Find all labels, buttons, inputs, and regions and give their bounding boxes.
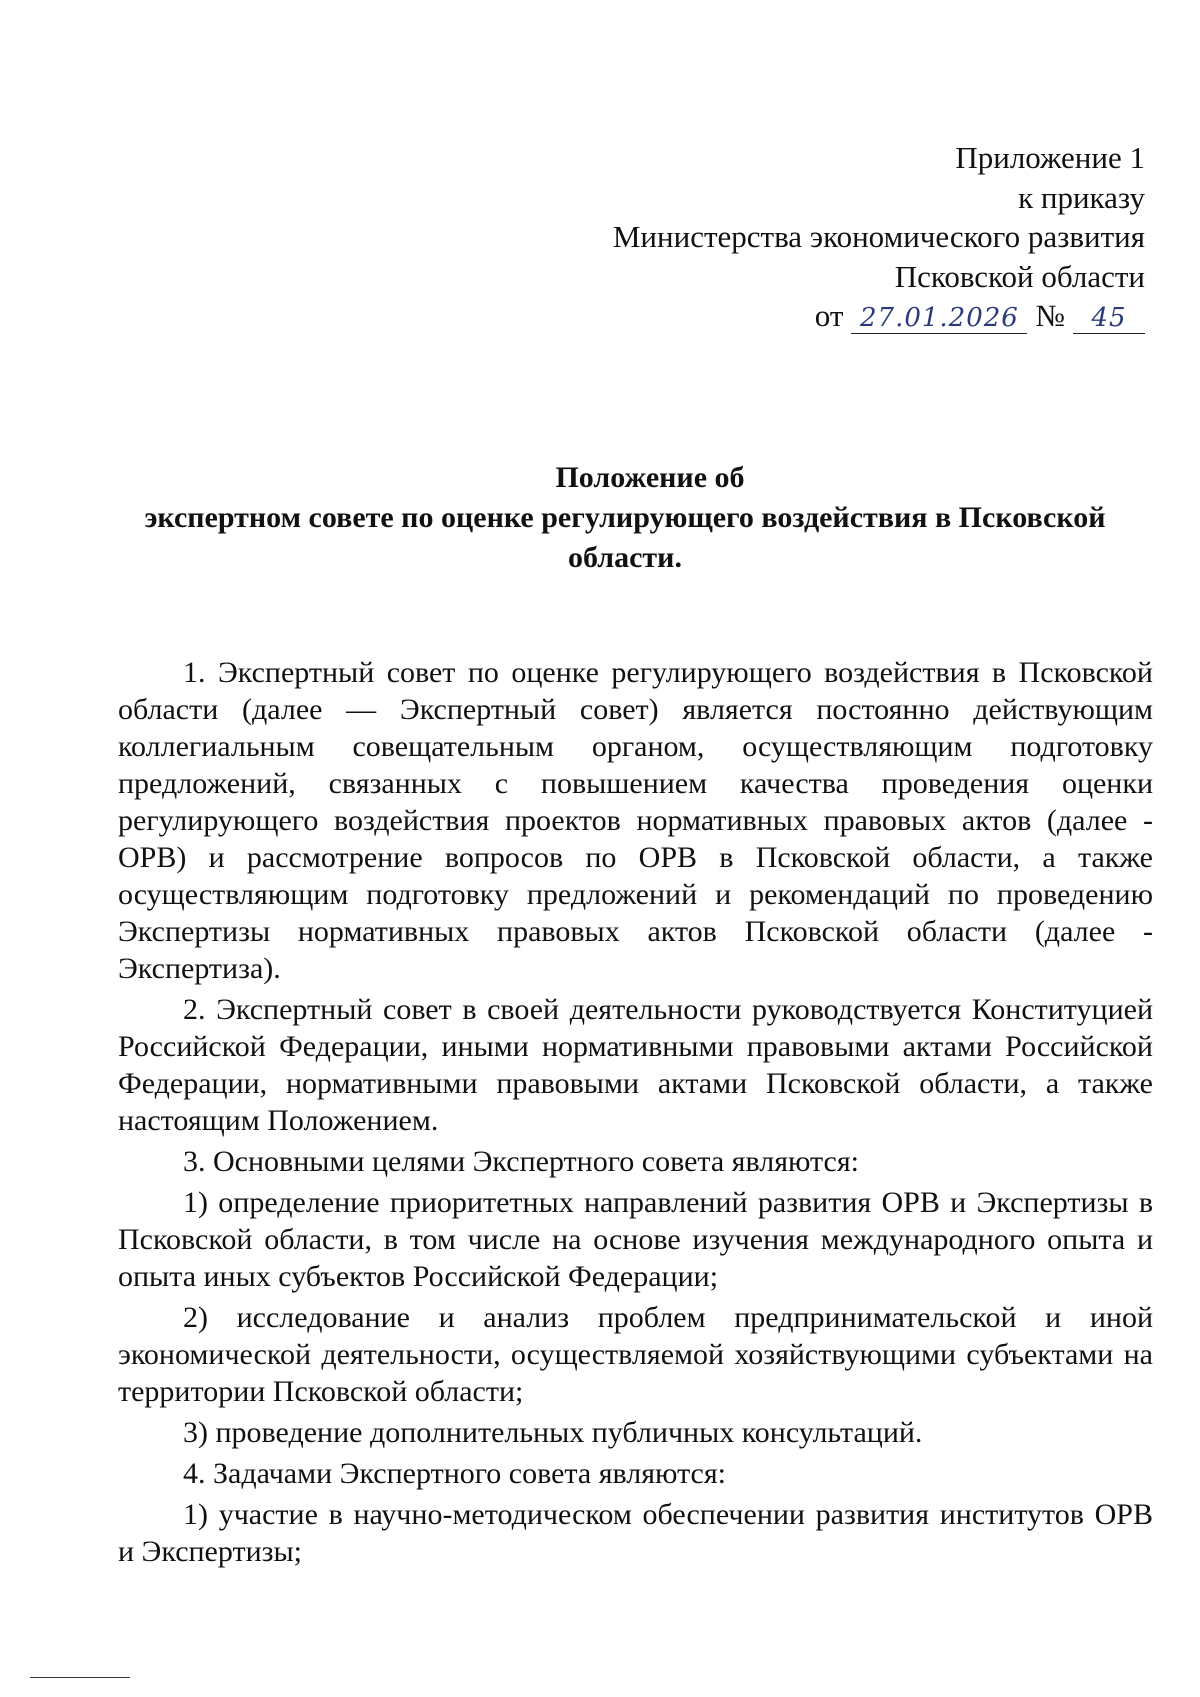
title-line-2: экспертном совете по оценке регулирующего воздействия в Псковской [144, 501, 1106, 534]
paragraph-4-item-1: 1) участие в научно-методическом обеспечении развития институтов ОРВ и Экспертизы; [118, 1498, 1153, 1568]
title-line-1: Положение об [555, 461, 745, 494]
paragraph-3: 3. Основными целями Экспертного совета являются: [183, 1145, 859, 1178]
footnote-divider [30, 1677, 130, 1678]
paragraph-3-item-2: 2) исследование и анализ проблем предпринимательской и иной экономической деятельности, осуществляемой хозяйствующими субъектами на территории Псковской области; [118, 1301, 1153, 1408]
appendix-line-3: Министерства экономического развития [612, 219, 1145, 255]
paragraph-1: 1. Экспертный совет по оценке регулирующего воздействия в Псковской области (далее — Экспертный совет) является постоянно действующим коллегиальным совещательным органом, осуществляющим подготовку предложений, связанных с повышением качества проведения оценки регулирующего воздействия проектов нормативных правовых актов (далее - ОРВ) и рассмотрение вопросов по ОРВ в Псковской области, а также осуществляющим подготовку предложений и рекомендаций по проведению Экспертизы нормативных правовых актов Псковской области (далее - Экспертиза). [118, 656, 1153, 985]
document-body [118, 654, 1153, 1570]
handwritten-date: 27.01.2026 [851, 303, 1027, 334]
paragraph-3-item-1: 1) определение приоритетных направлений развития ОРВ и Экспертизы в Псковской области, в том числе на основе изучения международного опыта и опыта иных субъектов Российской Федерации; [118, 1186, 1153, 1293]
appendix-line-4: Псковской области [894, 258, 1145, 294]
document-title [100, 458, 1150, 578]
appendix-line-1: Приложение 1 [955, 140, 1145, 175]
from-label: от [814, 298, 844, 334]
title-line-3: области. [568, 541, 682, 574]
paragraph-2: 2. Экспертный совет в своей деятельности руководствуется Конституцией Российской Федерации, иными нормативными правовыми актами Российской Федерации, нормативными правовыми актами Псковской области, а также настоящим Положением. [118, 993, 1153, 1137]
paragraph-4: 4. Задачами Экспертного совета являются: [183, 1457, 727, 1490]
number-label: № [1035, 298, 1065, 334]
appendix-header [445, 138, 1145, 336]
appendix-line-2: к приказу [1018, 179, 1145, 215]
handwritten-number: 45 [1073, 303, 1145, 334]
paragraph-3-item-3: 3) проведение дополнительных публичных консультаций. [183, 1416, 923, 1449]
order-date-number-line [445, 296, 1145, 336]
